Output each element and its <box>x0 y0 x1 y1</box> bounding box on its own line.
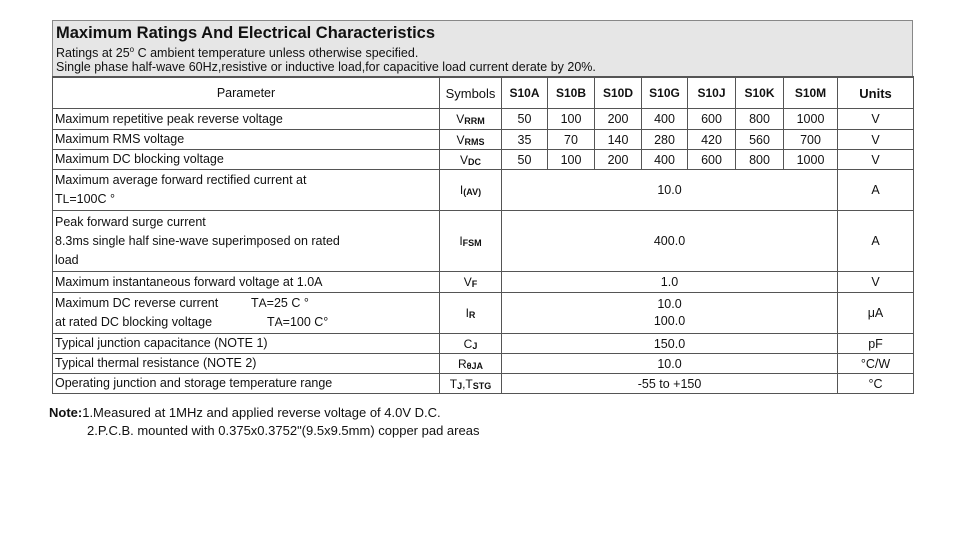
ratings-header <box>52 20 913 76</box>
col-s10j: S10J <box>688 77 736 109</box>
symbol-cell <box>440 293 502 334</box>
value-cell: 400 <box>642 150 688 170</box>
unit-cell: V <box>838 130 914 150</box>
value-cell: 70 <box>548 130 595 150</box>
symbol-main: T <box>465 376 473 391</box>
ratings-table <box>52 76 914 394</box>
param-line: load <box>55 252 79 267</box>
degree-sup: o <box>129 45 135 54</box>
symbol-sep: , <box>462 376 466 391</box>
value-cell: 100 <box>548 150 595 170</box>
table-row <box>53 293 914 334</box>
param-line <box>55 313 437 332</box>
col-s10k: S10K <box>736 77 784 109</box>
table-row <box>53 374 914 394</box>
col-symbols: Symbols <box>440 77 502 109</box>
cond-rest: =25 C ° <box>266 296 309 311</box>
param-symbol-main: T <box>55 192 63 207</box>
value-cell: 400.0 <box>502 211 838 272</box>
symbol-cell <box>440 374 502 394</box>
value-cell: 400 <box>642 109 688 130</box>
table-row <box>53 170 914 211</box>
value-cell: 10.0 <box>502 354 838 374</box>
col-s10g: S10G <box>642 77 688 109</box>
note-2: 2.P.C.B. mounted with 0.375x0.3752"(9.5x9.5mm) copper pad areas <box>87 423 480 438</box>
symbol-sub: DC <box>468 156 481 167</box>
symbol-cell <box>440 211 502 272</box>
note-1 <box>49 404 479 422</box>
value-cell <box>502 293 838 334</box>
section-title: Maximum Ratings And Electrical Characteristics <box>56 24 436 42</box>
symbol-main: I <box>465 306 469 321</box>
header-line-1 <box>56 43 909 60</box>
unit-cell: A <box>838 211 914 272</box>
symbol-sub: RMS <box>464 136 485 147</box>
param-line: 8.3ms single half sine-wave superimposed on rated <box>55 233 340 248</box>
param-cell <box>53 211 440 272</box>
symbol-main: V <box>456 132 465 147</box>
value-cell: 50 <box>502 109 548 130</box>
value-cell: 50 <box>502 150 548 170</box>
cond-main: T <box>251 296 259 311</box>
param-text: at rated DC blocking voltage <box>55 315 213 330</box>
param-cell: Typical junction capacitance (NOTE 1) <box>53 334 440 354</box>
param-symbol-sub: L <box>62 192 70 207</box>
symbol-cell <box>440 109 502 130</box>
symbol-sub: FSM <box>462 238 482 249</box>
table-row <box>53 334 914 354</box>
table-row <box>53 150 914 170</box>
symbol-sub: RRM <box>464 116 485 127</box>
cond-sub: A <box>258 296 267 311</box>
symbol-sub: R <box>468 310 476 321</box>
symbol-sub: θJA <box>466 360 484 371</box>
symbol-sub: STG <box>472 380 492 391</box>
symbol-cell <box>440 354 502 374</box>
param-cell: Maximum repetitive peak reverse voltage <box>53 109 440 130</box>
value-cell: 150.0 <box>502 334 838 354</box>
value-cell: 200 <box>595 109 642 130</box>
param-line: Peak forward surge current <box>55 214 206 229</box>
header-line-2: Single phase half-wave 60Hz,resistive or inductive load,for capacitive load current derate by 20%. <box>56 60 596 75</box>
symbol-main: V <box>463 275 472 290</box>
value-cell: 1.0 <box>502 272 838 293</box>
value-cell: -55 to +150 <box>502 374 838 394</box>
value-line: 10.0 <box>657 297 682 312</box>
ratings-sheet <box>52 20 913 394</box>
symbol-sub: J <box>472 340 478 351</box>
value-cell: 600 <box>688 150 736 170</box>
table-header-row <box>53 77 914 109</box>
symbol-cell <box>440 272 502 293</box>
param-line <box>55 294 437 313</box>
value-cell: 280 <box>642 130 688 150</box>
col-s10b: S10B <box>548 77 595 109</box>
value-cell: 100 <box>548 109 595 130</box>
table-row <box>53 354 914 374</box>
value-cell: 600 <box>688 109 736 130</box>
note-label: Note: <box>49 405 83 420</box>
unit-cell: V <box>838 150 914 170</box>
param-cell <box>53 293 440 334</box>
value-cell: 200 <box>595 150 642 170</box>
unit-cell: °C <box>838 374 914 394</box>
symbol-sub: F <box>471 279 478 290</box>
unit-cell: °C/W <box>838 354 914 374</box>
notes <box>49 404 479 440</box>
param-cell: Maximum DC blocking voltage <box>53 150 440 170</box>
table-row <box>53 211 914 272</box>
header-line-1-pre: Ratings at 25 <box>56 46 130 61</box>
unit-cell: μA <box>838 293 914 334</box>
symbol-main: V <box>456 112 465 127</box>
cond-sub: A <box>274 315 283 330</box>
symbol-sub: J <box>457 380 463 391</box>
col-units: Units <box>838 77 914 109</box>
cond-main: T <box>267 315 275 330</box>
symbol-cell <box>440 170 502 211</box>
param-symbol-rest: =100C ° <box>69 192 115 207</box>
value-cell: 10.0 <box>502 170 838 211</box>
param-text: Maximum DC reverse current <box>55 296 219 311</box>
unit-cell: A <box>838 170 914 211</box>
value-cell: 560 <box>736 130 784 150</box>
table-row <box>53 109 914 130</box>
param-cell: Maximum RMS voltage <box>53 130 440 150</box>
value-line: 100.0 <box>653 314 686 329</box>
value-cell: 140 <box>595 130 642 150</box>
symbol-main: T <box>449 376 458 391</box>
symbol-main: I <box>459 183 464 198</box>
value-cell: 420 <box>688 130 736 150</box>
unit-cell: V <box>838 272 914 293</box>
col-s10a: S10A <box>502 77 548 109</box>
header-line-1-post: C ambient temperature unless otherwise specified. <box>134 46 419 61</box>
param-line: Maximum average forward rectified current at <box>55 173 307 188</box>
col-s10d: S10D <box>595 77 642 109</box>
value-cell: 1000 <box>784 150 838 170</box>
col-s10m: S10M <box>784 77 838 109</box>
cond-rest: =100 C° <box>282 315 329 330</box>
value-cell: 800 <box>736 150 784 170</box>
value-cell: 800 <box>736 109 784 130</box>
table-row <box>53 272 914 293</box>
symbol-main: V <box>459 152 468 167</box>
param-line <box>55 190 437 209</box>
symbol-main: C <box>463 336 473 351</box>
table-row <box>53 130 914 150</box>
param-cell: Operating junction and storage temperature range <box>53 374 440 394</box>
symbol-main: R <box>457 356 467 371</box>
value-cell: 1000 <box>784 109 838 130</box>
symbol-cell <box>440 150 502 170</box>
unit-cell: pF <box>838 334 914 354</box>
symbol-sub: (AV) <box>463 187 482 198</box>
value-cell: 700 <box>784 130 838 150</box>
symbol-cell <box>440 130 502 150</box>
symbol-cell <box>440 334 502 354</box>
note-1-text: 1.Measured at 1MHz and applied reverse voltage of 4.0V D.C. <box>82 405 441 420</box>
unit-cell: V <box>838 109 914 130</box>
col-parameter: Parameter <box>53 77 440 109</box>
param-cell <box>53 170 440 211</box>
param-cell: Maximum instantaneous forward voltage at 1.0A <box>53 272 440 293</box>
value-cell: 35 <box>502 130 548 150</box>
symbol-main: I <box>459 234 463 249</box>
param-cell: Typical thermal resistance (NOTE 2) <box>53 354 440 374</box>
